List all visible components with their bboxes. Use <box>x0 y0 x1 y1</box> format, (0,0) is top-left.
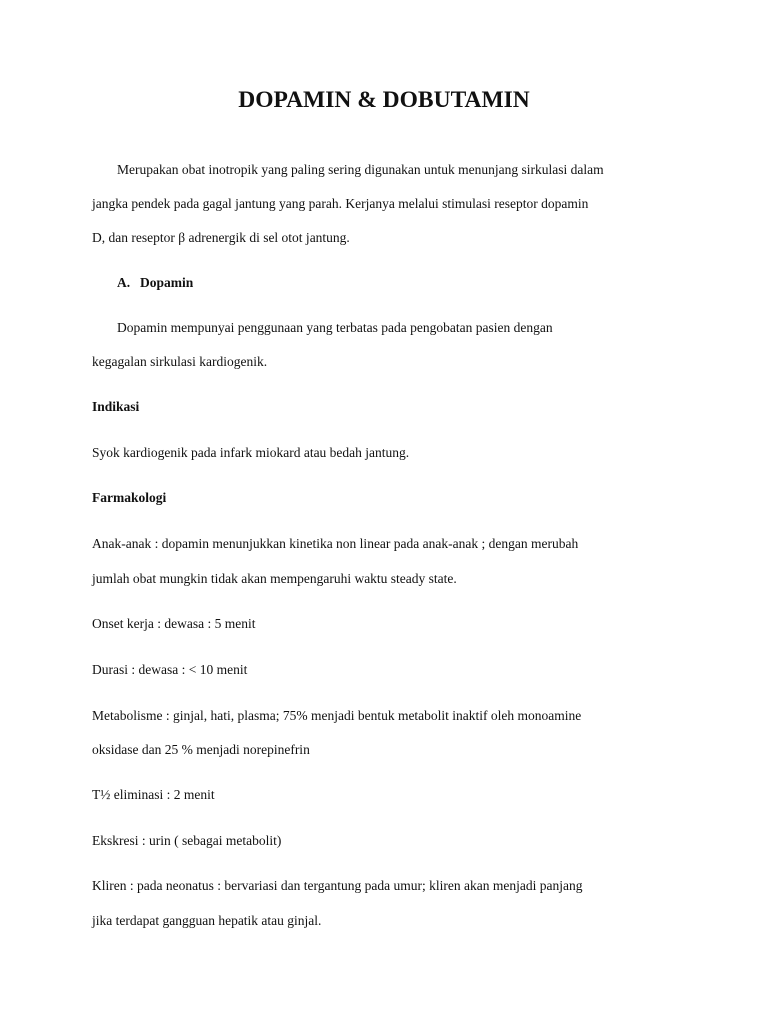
ekskresi-text: Ekskresi : urin ( sebagai metabolit) <box>92 833 282 848</box>
dopamin-para-line-2: kegagalan sirkulasi kardiogenik. <box>92 354 268 369</box>
indikasi-heading: Indikasi <box>92 399 140 414</box>
intro-line-1: Merupakan obat inotropik yang paling sering digunakan untuk menunjang sirkulasi dalam <box>117 162 604 177</box>
durasi-text: Durasi : dewasa : < 10 menit <box>92 662 248 677</box>
indikasi-text: Syok kardiogenik pada infark miokard atau bedah jantung. <box>92 445 410 460</box>
anak-line-1: Anak-anak : dopamin menunjukkan kinetika non linear pada anak-anak ; dengan merubah <box>92 536 579 551</box>
farmakologi-heading: Farmakologi <box>92 490 167 505</box>
kliren-line-1: Kliren : pada neonatus : bervariasi dan tergantung pada umur; kliren akan menjadi panjang <box>92 878 583 893</box>
t-half-text: T½ eliminasi : 2 menit <box>92 787 215 802</box>
intro-line-3: D, dan reseptor β adrenergik di sel otot jantung. <box>92 230 350 245</box>
section-a-number: A. <box>117 275 131 290</box>
section-a-label: Dopamin <box>140 275 194 290</box>
dopamin-para-line-1: Dopamin mempunyai penggunaan yang terbatas pada pengobatan pasien dengan <box>117 320 553 335</box>
page-title: DOPAMIN & DOBUTAMIN <box>238 87 530 113</box>
intro-line-2: jangka pendek pada gagal jantung yang parah. Kerjanya melalui stimulasi reseptor dopamin <box>92 196 589 211</box>
metabolisme-line-1: Metabolisme : ginjal, hati, plasma; 75% menjadi bentuk metabolit inaktif oleh monoamine <box>92 708 582 723</box>
metabolisme-line-2: oksidase dan 25 % menjadi norepinefrin <box>92 742 310 757</box>
anak-line-2: jumlah obat mungkin tidak akan mempengaruhi waktu steady state. <box>92 571 457 586</box>
kliren-line-2: jika terdapat gangguan hepatik atau ginjal. <box>92 913 322 928</box>
onset-text: Onset kerja : dewasa : 5 menit <box>92 616 256 631</box>
section-a-heading <box>117 276 193 290</box>
